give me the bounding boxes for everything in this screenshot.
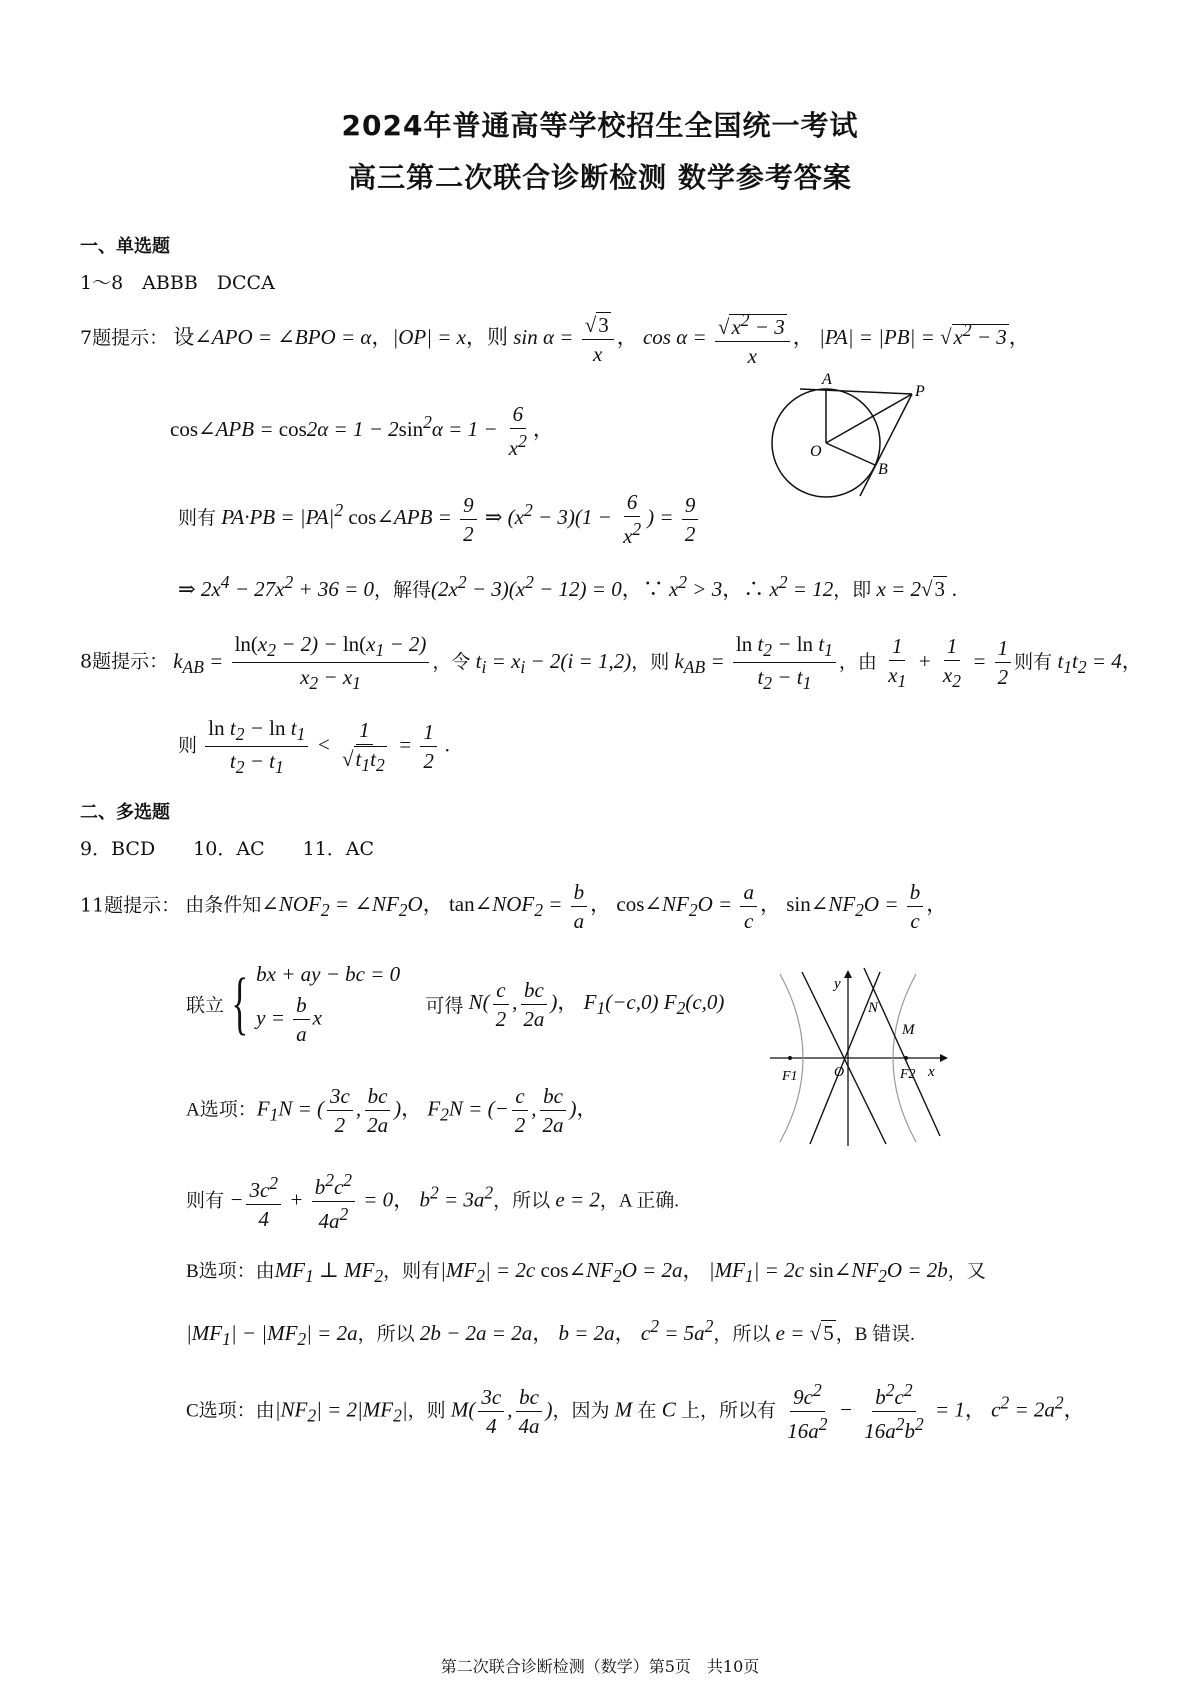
hint-7-expr-1: 设∠APO = ∠BPO = α，|OP| = x，则 sin α = $\frac{√3}{x}$ ， cos α = $\frac{√x^2 - 3}{x}$ ， $|PA| = |PB| = √x^2 - 3$， — [173, 310, 1030, 369]
label-m: M — [902, 1022, 915, 1038]
label-b: B — [878, 461, 888, 478]
point-f1 — [788, 1056, 792, 1060]
hint-11-system: 联立 { bx + ay − bc = 0 y = $\frac{b}{a}$ x 可得 N( $\frac{c}{2}$ , $\frac{bc}{2a}$ )， $F_1(-c,0)$ $F_2(c,0)$ — [186, 962, 725, 1047]
hint-7-line-4: ⇒ $2x^4 - 27x^2 + 36 = 0$，解得$(2x^2 - 3)(x^2 - 12) = 0$，∵ $x^2 > 3$，∴ $x^2 = 12$，即 x = 2√3 . — [178, 572, 958, 601]
hint-8-label: 8题提示： — [80, 650, 169, 673]
label-y: y — [834, 976, 841, 992]
label-o: O — [834, 1065, 845, 1080]
label-o: O — [810, 443, 822, 460]
single-choice-answers: 1～8 ABBB DCCA — [80, 272, 275, 294]
hint-7-circle-figure — [760, 368, 950, 508]
hint-11-option-a-line-2: 则有 − $\frac{3c^2}{4}$ + $\frac{b^2c^2}{4a^2}$ = 0， $b^2 = 3a^2$，所以 e = 2，A 正确. — [186, 1170, 680, 1234]
hint-7-label: 7题提示： — [80, 326, 169, 349]
y-axis-arrow — [844, 970, 852, 978]
label-f1: F1 — [782, 1069, 798, 1084]
title-line-1: 2024年普通高等学校招生全国统一考试 — [341, 109, 859, 142]
page-footer: 第二次联合诊断检测（数学）第5页 共10页 — [440, 1657, 760, 1676]
title-line-2: 高三第二次联合诊断检测 数学参考答案 — [348, 161, 852, 194]
label-x: x — [928, 1064, 935, 1080]
hint-11-option-b-line-2: $|MF_1| - |MF_2| = 2a$，所以 2b − 2a = 2a， b = 2a， $c^2 = 5a^2$，所以 e = √5 ，B 错误. — [186, 1316, 915, 1350]
hint-7-line-3: 则有 $PA\cdot PB = |PA|^2$ cos∠APB = $\frac{9}{2}$ ⇒ $(x^2 - 3)(1$ − $\frac{6}{x^2}$ ) = $\frac{9}{2}$ — [178, 490, 701, 548]
hint-11-option-c-line-1: C选项：由$|NF_2| = 2|MF_2|$，则 M( $\frac{3c}{4}$ , $\frac{bc}{4a}$ )，因为 M 在 C 上，所以有 $\frac{9c^2}{16a^2}$ − $\frac{b^2c^2}{16a^2b^2}$ = 1， $c^2 = 2a^2$， — [186, 1380, 1085, 1444]
radius-ob — [826, 443, 875, 465]
section-heading-single-choice: 一、单选题 — [80, 236, 170, 257]
hint-11-option-a-line-1: A选项：$F_1N$ = ( $\frac{3c}{2}$ , $\frac{bc}{2a}$ )， $F_2N$ = (− $\frac{c}{2}$ , $\frac{bc}{2a}$ )， — [186, 1084, 598, 1138]
multiple-choice-answers: 9．BCD 10．AC 11．AC — [80, 838, 375, 860]
hint-11-option-b-line-1: B选项：由$MF_1$ ⊥ $MF_2$，则有$|MF_2| = 2c$ $\cos\angle NF_2O = 2a$， $|MF_1| = 2c$ $\sin\angle NF_2O = 2b$，又 — [186, 1258, 986, 1287]
hint-11-line-1 — [80, 880, 947, 933]
label-a: A — [822, 371, 832, 388]
hint-8-line-2: 则 $\frac{\ln t_2 - \ln t_1}{t_2 - t_1}$ < $\frac{1}{√t_1t_2}$ = $\frac{1}{2}$ . — [178, 716, 451, 778]
hint-11-expr-1: 由条件知$\angle NOF_2$ = $\angle NF_2O$， $\tan\angle NOF_2$ = $\frac{b}{a}$ ， $\cos\angle NF_2O$ = $\frac{a}{c}$ ， $\sin\angle NF_2O$ = $\frac{b}{c}$ ， — [185, 880, 948, 934]
hint-7-line-1 — [80, 310, 1140, 368]
section-heading-multiple-choice: 二、多选题 — [80, 802, 170, 823]
hint-7-line-2: cos∠APB = $\cos 2\alpha = 1 - 2\sin^2\alpha = 1$ − $\frac{6}{x^2}$ ， — [170, 402, 554, 461]
hint-8-expr-1: $k_{AB}$ = $\frac{\ln(x_2 - 2) - \ln(x_1 - 2)}{x_2 - x_1}$ ，令 $t_i = x_i - 2(i = 1,2)$，则 $k_{AB}$ = $\frac{\ln t_2 - \ln t_1}{t_2 - t_1}$ ，由 $\frac{1}{x_1}$ + $\frac{1}{x_2}$ = $\frac{1}{2}$ 则有 $t_1t_2 = 4$， — [173, 632, 1143, 694]
tangent-pa — [800, 389, 912, 394]
hint-11-hyperbola-figure — [768, 966, 948, 1150]
label-p: P — [915, 383, 925, 400]
hint-8-line-1 — [80, 632, 1143, 694]
x-axis-arrow — [940, 1054, 948, 1062]
label-f2: F2 — [900, 1067, 916, 1082]
label-n: N — [868, 1000, 879, 1016]
hint-11-label: 11题提示： — [80, 894, 181, 917]
point-f2 — [904, 1056, 908, 1060]
